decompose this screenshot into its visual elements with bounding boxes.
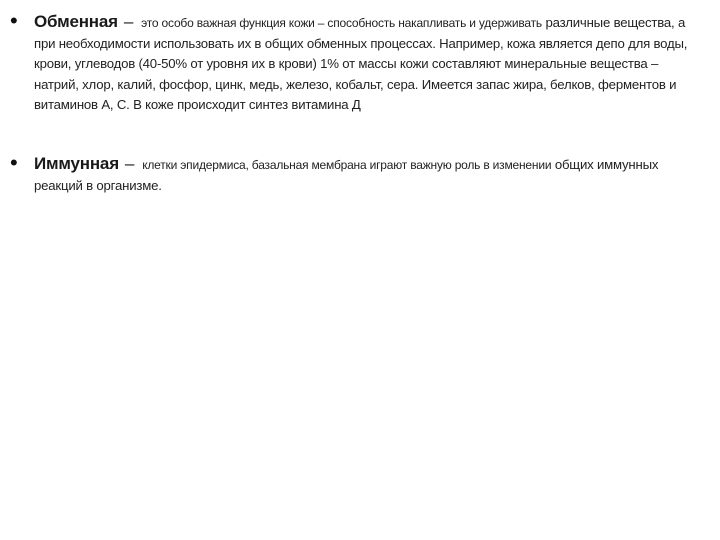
bullet-text — [34, 154, 694, 196]
bullet-dot-icon: • — [10, 150, 18, 175]
bullet-dash: – — [124, 154, 135, 173]
bullet-term: Иммунная — [34, 154, 119, 173]
bullet-text — [34, 12, 694, 116]
bullet-intro: это особо важная функция кожи – способность накапливать и удерживать — [141, 16, 542, 30]
bullet-intro: клетки эпидермиса, базальная мембрана играют важную роль в изменении — [142, 158, 552, 172]
bullet-body: общих иммунных реакций в организме. — [34, 157, 659, 193]
bullet-dot-icon: • — [10, 8, 18, 33]
bullet-dash: – — [123, 12, 134, 31]
bullet-term: Обменная — [34, 12, 118, 31]
bullet-body: различные вещества, а при необходимости использовать их в общих обменных процессах. Например, кожа является депо для воды, крови, углеводов (40-50% от уровня их в крови) 1% от массы кожи составляют минеральные вещества – натрий, хлор, калий, фосфор, цинк, медь, железо, кобальт, сера. Имеется запас жира, белков, ферментов и витаминов А, С. В коже происходит синтез витамина Д — [34, 15, 688, 112]
